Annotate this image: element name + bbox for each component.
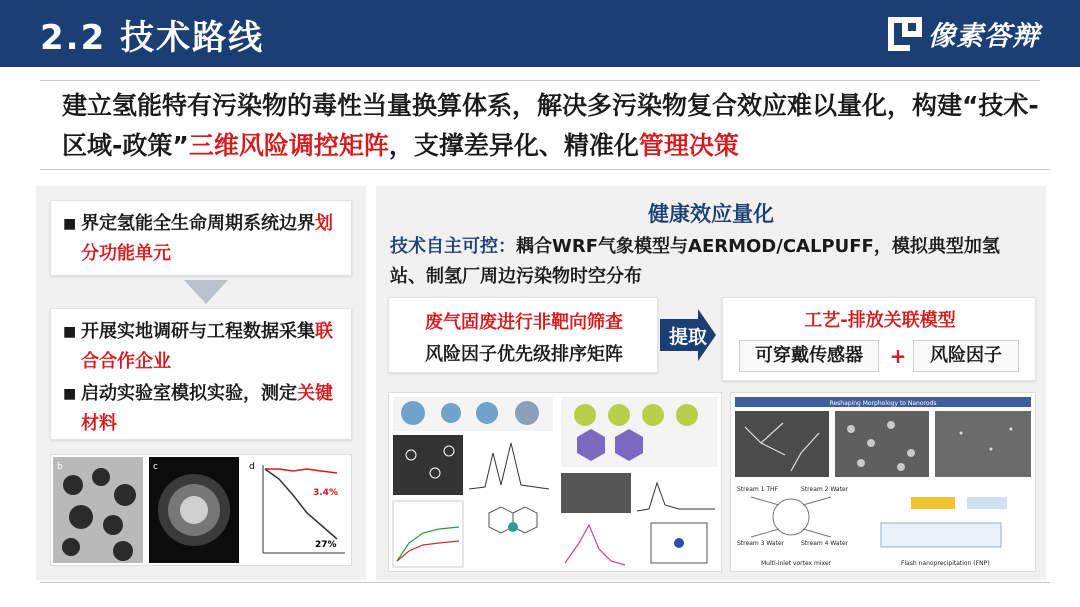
screening-title: 废气固废进行非靶向筛查 [425, 312, 623, 333]
materials-figure [50, 454, 352, 566]
divider [40, 582, 1050, 583]
extract-arrow [660, 309, 716, 361]
process-model-box [722, 297, 1036, 381]
summary-highlight-matrix: 三维风险调控矩阵 [188, 131, 389, 160]
wearable-sensor-chip: 可穿戴传感器 [739, 340, 879, 372]
divider [40, 169, 1050, 170]
panel-label: d [249, 462, 255, 472]
bullet-text [81, 317, 343, 377]
health-effect-title: 健康效应量化 [648, 202, 774, 226]
square-bullet-icon: ■ [63, 386, 77, 402]
banner-text: Reshaping Morphology to Nanorods [829, 400, 937, 407]
research-box [50, 308, 352, 440]
fnp-caption: Flash nanoprecipitation (FNP) [901, 560, 990, 567]
stream-label: Stream 2 Water [801, 486, 849, 493]
research-text: 开展实地调研与工程数据采集 [81, 321, 315, 342]
desc-label: 技术自主可控： [390, 236, 516, 257]
left-panel [36, 186, 366, 580]
experiment-text: 启动实验室模拟实验，测定 [81, 383, 297, 404]
square-bullet-icon: ■ [63, 324, 77, 340]
nanorod-figure [730, 392, 1036, 572]
extract-label: 提取 [668, 326, 707, 348]
header-bar [0, 0, 1080, 67]
bullet-item [51, 201, 351, 269]
stream-label: Stream 3 Water [737, 540, 785, 547]
screening-box [388, 297, 658, 373]
mixer-caption: Multi-inlet vortex mixer [761, 560, 832, 567]
summary-part1: 建立氢能特有污染物的毒性当量换算体系，解决多污染物复合效应难以量化，构建“技术-区域-政策” [62, 91, 1039, 160]
boundary-text: 界定氢能全生命周期系统边界 [81, 213, 315, 234]
desc-text: 耦合WRF气象模型与AERMOD/CALPUFF，模拟典型加氢站、制氢厂周边污染物时空分布 [390, 236, 1000, 287]
summary-highlight-decision: 管理决策 [638, 131, 739, 160]
right-panel [376, 186, 1046, 580]
summary-part2: ，支撑差异化、精准化 [388, 131, 639, 160]
panel-label: c [153, 462, 158, 472]
stream-label: Stream 4 Water [801, 540, 849, 547]
arrow-down-icon [184, 280, 228, 304]
logo-text: 像素答辩 [928, 21, 1040, 52]
priority-matrix-text: 风险因子优先级排序矩阵 [425, 344, 623, 365]
logo [888, 14, 1040, 53]
panel-label: b [57, 462, 63, 472]
percent-high: 3.4% [313, 488, 338, 498]
model-description [390, 232, 1030, 292]
process-model-title: 工艺-排放关联模型 [804, 310, 956, 331]
catalyst-figure [388, 392, 722, 572]
summary-text [62, 86, 1042, 166]
square-bullet-icon: ■ [63, 216, 77, 232]
stream-label: Stream 1 THF [737, 486, 778, 493]
plus-icon: + [889, 344, 907, 368]
bullet-text [81, 209, 343, 269]
research-highlight: 联合合作企业 [81, 321, 333, 372]
divider [40, 80, 1040, 81]
bullet-item [51, 377, 351, 439]
slide-title: 2.2 技术路线 [40, 18, 265, 58]
experiment-highlight: 关键材料 [81, 383, 333, 434]
percent-low: 27% [315, 540, 337, 550]
boundary-box [50, 200, 352, 276]
bullet-text [81, 379, 343, 439]
risk-factor-chip: 风险因子 [913, 340, 1019, 372]
bullet-item [51, 309, 351, 377]
logo-mark-icon [888, 17, 922, 51]
boundary-highlight: 划分功能单元 [81, 213, 333, 264]
